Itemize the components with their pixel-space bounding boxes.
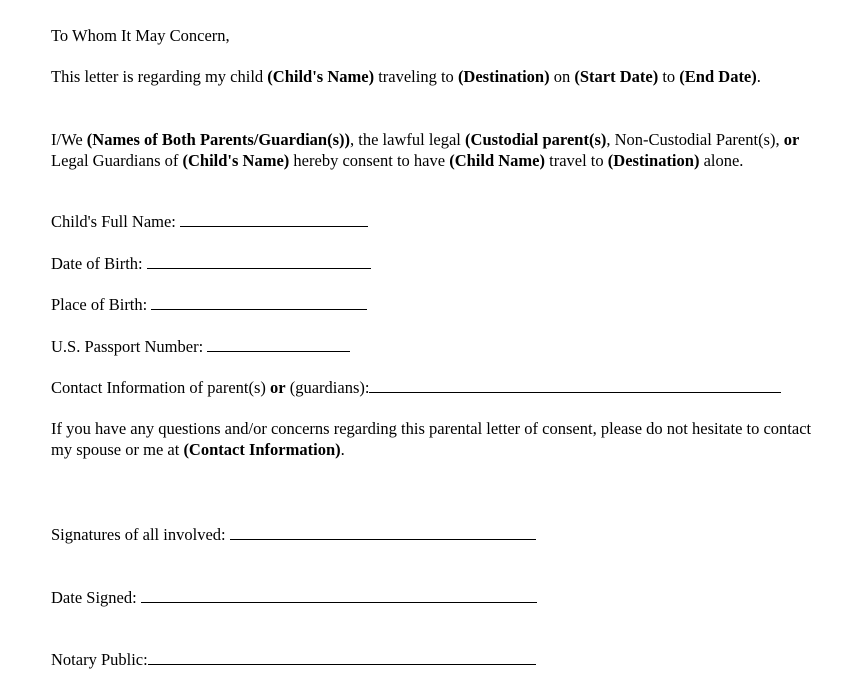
date-of-birth-field (51, 253, 371, 274)
date-signed-field (51, 587, 537, 608)
date-signed-label: Date Signed: (51, 588, 137, 607)
signatures-field (51, 524, 536, 545)
contact-info-label-suffix: (guardians): (285, 378, 370, 397)
place-of-birth-blank[interactable] (151, 294, 367, 310)
child-name-placeholder: (Child Name) (449, 151, 545, 170)
paragraph-questions (51, 418, 821, 460)
child-name-placeholder: (Child's Name) (267, 67, 375, 86)
text: . (340, 440, 345, 459)
text: . (756, 67, 761, 86)
destination-placeholder: (Destination) (457, 67, 550, 86)
salutation: To Whom It May Concern, (51, 26, 230, 45)
or-text: or (783, 130, 800, 149)
date-of-birth-label: Date of Birth: (51, 254, 143, 273)
passport-number-label: U.S. Passport Number: (51, 337, 204, 356)
text: , the lawful legal (350, 130, 466, 149)
passport-number-field (51, 336, 350, 357)
start-date-placeholder: (Start Date) (574, 67, 659, 86)
text: hereby consent to have (289, 151, 450, 170)
text: travel to (545, 151, 608, 170)
date-of-birth-blank[interactable] (147, 253, 371, 269)
contact-information-placeholder: (Contact Information) (183, 440, 341, 459)
notary-public-label: Notary Public: (51, 650, 148, 669)
child-name-placeholder: (Child's Name) (182, 151, 290, 170)
notary-public-field (51, 649, 536, 670)
text: to (658, 67, 680, 86)
parents-names-placeholder: (Names of Both Parents/Guardian(s)) (86, 130, 351, 149)
text: If you have any questions and/or concerns regarding this parental letter of consent, please do not hesitate to contact my spouse or me at (51, 419, 812, 459)
text: This letter is regarding my child (51, 67, 268, 86)
text: alone. (699, 151, 744, 170)
text: I/We (51, 130, 87, 149)
child-full-name-field (51, 211, 368, 232)
custodial-parent-placeholder: (Custodial parent(s) (465, 130, 607, 149)
contact-info-label-prefix: Contact Information of parent(s) (51, 378, 271, 397)
text: Legal Guardians of (51, 151, 183, 170)
paragraph-consent (51, 129, 811, 171)
paragraph-travel-details (51, 66, 811, 87)
notary-public-blank[interactable] (148, 649, 536, 665)
or-text: or (270, 378, 286, 397)
signatures-label: Signatures of all involved: (51, 525, 226, 544)
date-signed-blank[interactable] (141, 587, 537, 603)
destination-placeholder: (Destination) (607, 151, 700, 170)
signatures-blank[interactable] (230, 524, 536, 540)
place-of-birth-label: Place of Birth: (51, 295, 148, 314)
place-of-birth-field (51, 294, 367, 315)
child-full-name-blank[interactable] (180, 211, 368, 227)
passport-number-blank[interactable] (207, 336, 350, 352)
end-date-placeholder: (End Date) (679, 67, 757, 86)
contact-info-blank[interactable] (369, 377, 781, 393)
child-full-name-label: Child's Full Name: (51, 212, 176, 231)
contact-info-field (51, 377, 781, 398)
text: , Non-Custodial Parent(s), (606, 130, 784, 149)
text: traveling to (374, 67, 458, 86)
text: on (549, 67, 575, 86)
